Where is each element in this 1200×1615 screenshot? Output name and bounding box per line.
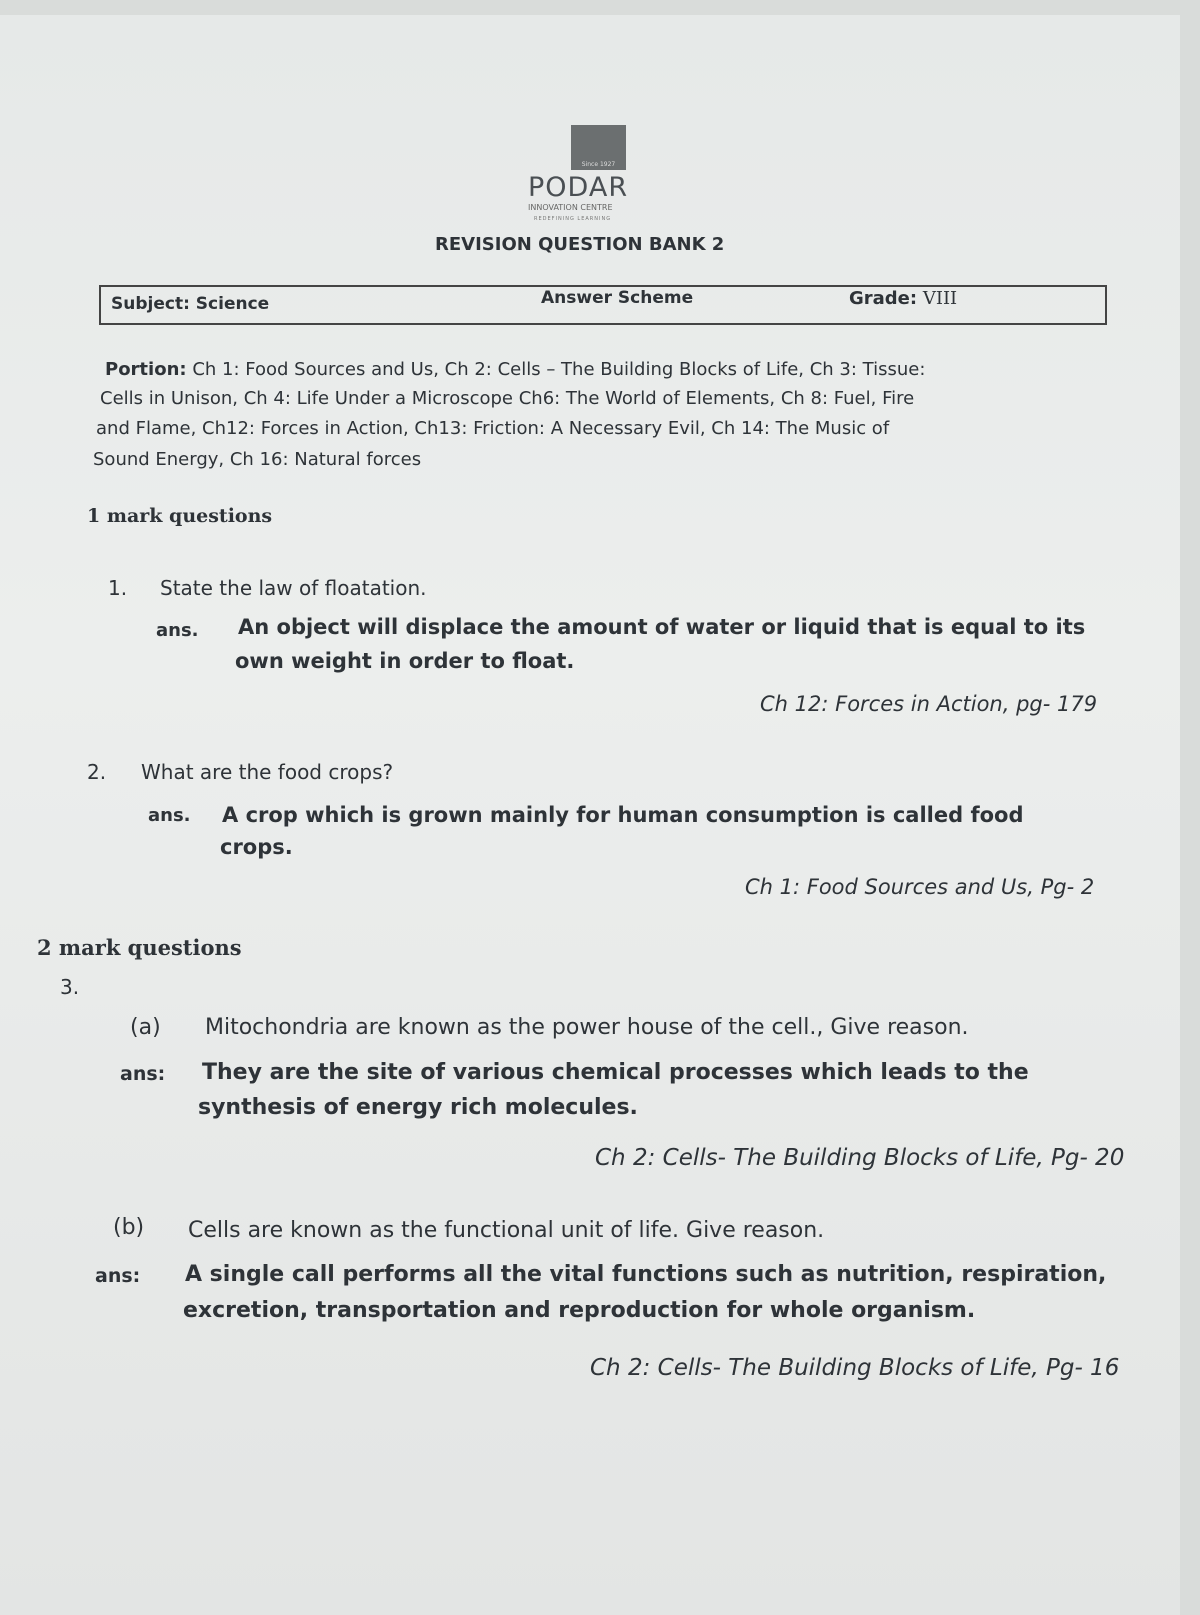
- portion-line-1: Portion: Ch 1: Food Sources and Us, Ch 2: Cells – The Building Blocks of Life, Ch 3: Tissue:: [105, 359, 926, 380]
- logo-since: Since 1927: [581, 161, 616, 168]
- q3a-ans-label: ans:: [120, 1063, 166, 1085]
- q3a-answer-1: They are the site of various chemical processes which leads to the: [202, 1060, 1029, 1085]
- q2-answer-2: crops.: [220, 835, 293, 859]
- q3b-answer-2: excretion, transportation and reproduction for whole organism.: [183, 1298, 976, 1323]
- q1-answer-2: own weight in order to float.: [235, 649, 575, 673]
- logo-name: PODAR: [528, 172, 629, 203]
- q3a-label: (a): [130, 1015, 161, 1040]
- q3b-answer-1: A single call performs all the vital functions such as nutrition, respiration,: [185, 1262, 1107, 1287]
- logo-sub: INNOVATION CENTRE: [528, 203, 613, 212]
- info-box: [99, 285, 1107, 325]
- q2-answer-1: A crop which is grown mainly for human consumption is called food: [222, 803, 1024, 827]
- q1-text: State the law of floatation.: [160, 576, 427, 600]
- q3b-text: Cells are known as the functional unit of life. Give reason.: [188, 1218, 825, 1243]
- q1-ans-label: ans.: [156, 620, 199, 641]
- answer-scheme: Answer Scheme: [541, 288, 694, 308]
- q2-ans-label: ans.: [148, 805, 191, 826]
- section-2-mark: 2 mark questions: [37, 935, 242, 960]
- q3b-reference: Ch 2: Cells- The Building Blocks of Life, Pg- 16: [590, 1355, 1120, 1381]
- q1-num: 1.: [108, 576, 128, 600]
- q1-answer-1: An object will displace the amount of water or liquid that is equal to its: [238, 615, 1086, 639]
- q3b-label: (b): [113, 1215, 145, 1240]
- q3b-ans-label: ans:: [95, 1265, 141, 1287]
- q2-text: What are the food crops?: [141, 760, 394, 784]
- q1-reference: Ch 12: Forces in Action, pg- 179: [760, 692, 1098, 716]
- grade: Grade: VIII: [849, 288, 958, 309]
- q3a-answer-2: synthesis of energy rich molecules.: [198, 1095, 638, 1120]
- q3-num: 3.: [60, 975, 80, 999]
- podar-logo: [571, 125, 626, 170]
- logo-tagline: REDEFINING LEARNING: [534, 216, 612, 222]
- q2-reference: Ch 1: Food Sources and Us, Pg- 2: [745, 875, 1095, 899]
- q3a-reference: Ch 2: Cells- The Building Blocks of Life, Pg- 20: [595, 1145, 1125, 1171]
- portion-line-3: and Flame, Ch12: Forces in Action, Ch13: Friction: A Necessary Evil, Ch 14: The Music of: [96, 418, 890, 439]
- doc-title: REVISION QUESTION BANK 2: [435, 234, 725, 255]
- q3a-text: Mitochondria are known as the power house of the cell., Give reason.: [205, 1015, 969, 1040]
- portion-line-2: Cells in Unison, Ch 4: Life Under a Microscope Ch6: The World of Elements, Ch 8: Fuel, Fire: [100, 388, 915, 409]
- subject: Subject: Science: [111, 294, 270, 314]
- section-1-mark: 1 mark questions: [87, 505, 273, 527]
- q2-num: 2.: [87, 760, 107, 784]
- portion-line-4: Sound Energy, Ch 16: Natural forces: [93, 449, 422, 470]
